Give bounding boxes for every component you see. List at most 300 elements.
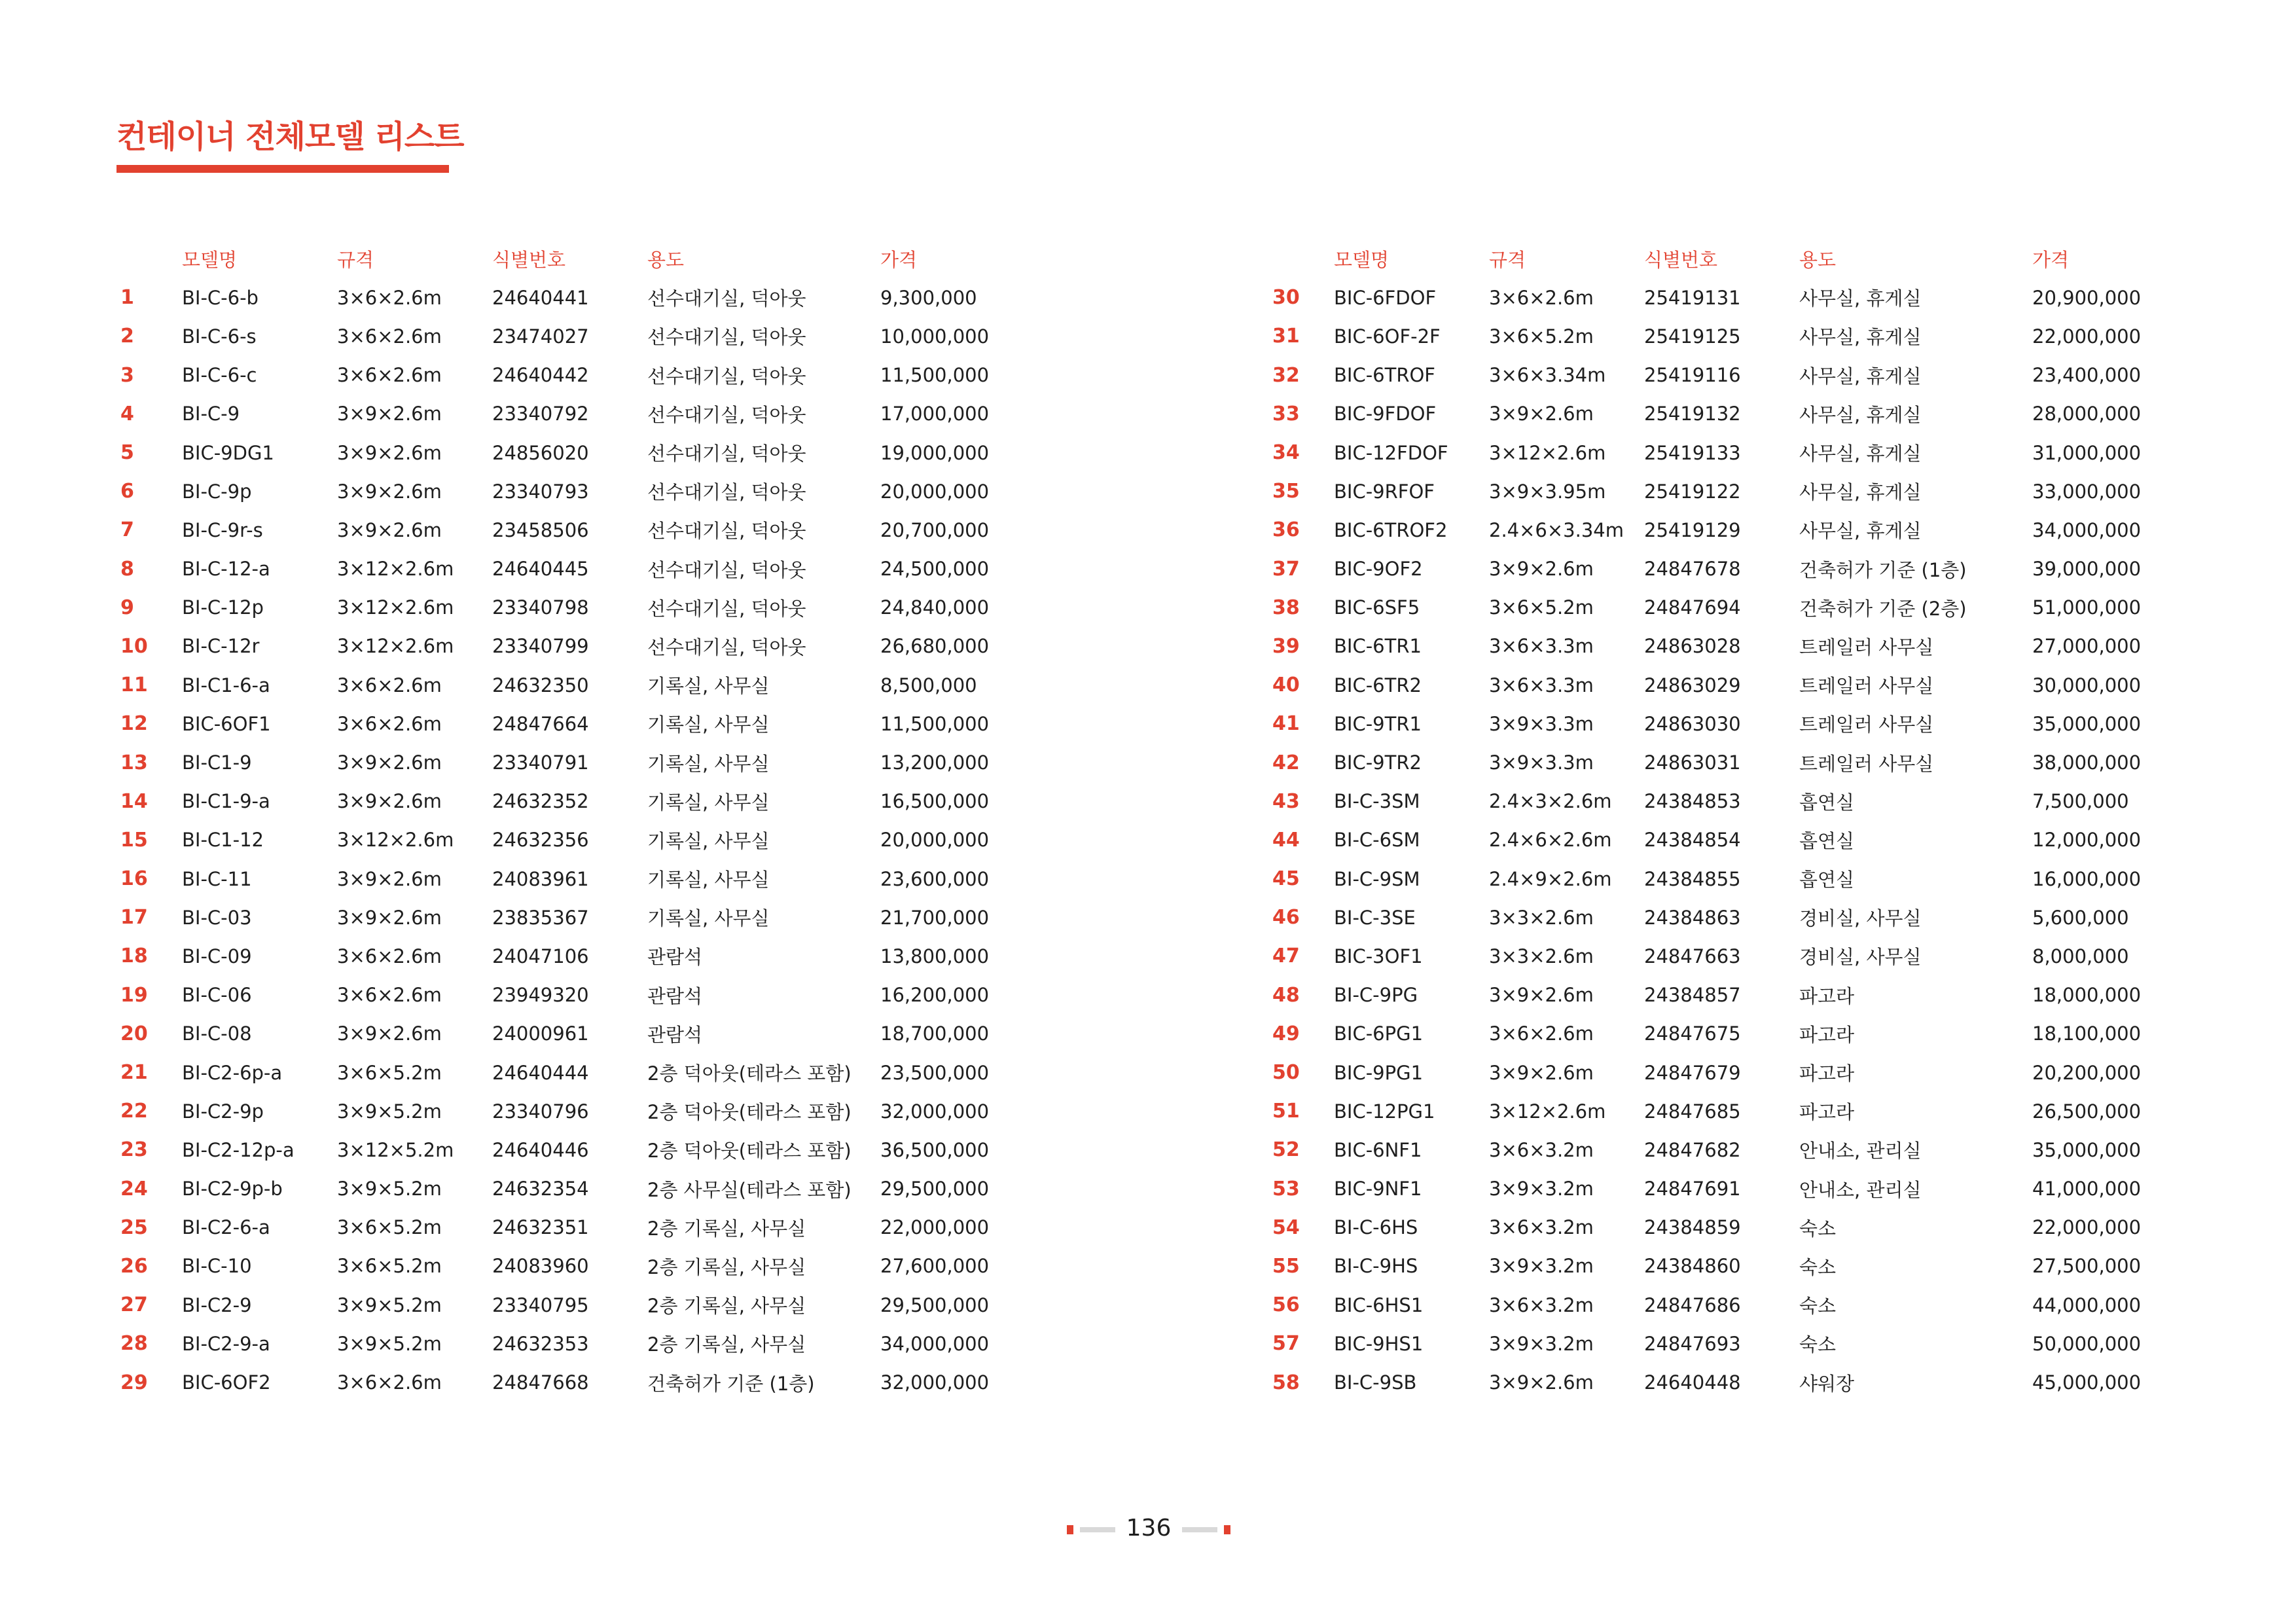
cell-model: BIC-6TR1 — [1334, 635, 1422, 658]
table-row — [117, 1247, 1031, 1286]
table-row — [1268, 704, 2183, 743]
cell-spec: 3×6×3.2m — [1489, 1216, 1594, 1239]
cell-price: 36,500,000 — [880, 1138, 990, 1161]
table-row — [117, 1053, 1031, 1092]
cell-id: 23340792 — [492, 403, 589, 425]
cell-price: 34,000,000 — [2032, 518, 2142, 541]
table-row — [1268, 550, 2183, 588]
cell-spec: 3×9×3.95m — [1489, 480, 1606, 503]
cell-no: 21 — [120, 1061, 148, 1085]
cell-use: 사무실, 휴게실 — [1799, 287, 1922, 310]
page-number: 136 — [1126, 1515, 1172, 1542]
cell-spec: 3×9×3.2m — [1489, 1178, 1594, 1200]
cell-no: 4 — [120, 402, 134, 425]
cell-price: 11,500,000 — [880, 712, 990, 735]
cell-price: 22,000,000 — [2032, 1216, 2142, 1239]
cell-spec: 3×6×2.6m — [337, 286, 442, 309]
cell-model: BI-C-3SE — [1334, 906, 1416, 929]
table-row — [1268, 511, 2183, 549]
cell-price: 23,500,000 — [880, 1061, 990, 1084]
cell-spec: 3×12×2.6m — [1489, 1100, 1606, 1123]
header-spec: 규격 — [1489, 249, 1526, 272]
cell-no: 36 — [1272, 518, 1300, 542]
cell-spec: 3×9×2.6m — [337, 751, 442, 774]
cell-spec: 3×9×5.2m — [337, 1332, 442, 1355]
cell-model: BI-C-12p — [182, 596, 264, 619]
cell-id: 24863030 — [1644, 712, 1741, 735]
cell-model: BIC-12PG1 — [1334, 1100, 1435, 1123]
cell-model: BIC-6OF2 — [182, 1371, 271, 1394]
cell-model: BI-C-9r-s — [182, 518, 263, 541]
cell-price: 13,200,000 — [880, 751, 990, 774]
cell-model: BI-C-9 — [182, 403, 240, 425]
cell-price: 26,500,000 — [2032, 1100, 2142, 1123]
cell-spec: 3×6×2.6m — [337, 712, 442, 735]
page-number-right-mark — [1224, 1525, 1230, 1534]
header-price: 가격 — [2032, 249, 2070, 272]
cell-no: 57 — [1272, 1332, 1300, 1356]
cell-use: 기록실, 사무실 — [647, 829, 770, 852]
cell-price: 45,000,000 — [2032, 1371, 2142, 1394]
table-header-row — [117, 240, 1031, 278]
table-row — [117, 1170, 1031, 1208]
cell-use: 흡연실 — [1799, 829, 1855, 852]
cell-spec: 3×12×2.6m — [337, 596, 454, 619]
table-row — [1268, 278, 2183, 317]
cell-model: BI-C1-6-a — [182, 674, 270, 696]
cell-no: 58 — [1272, 1371, 1300, 1394]
cell-price: 28,000,000 — [2032, 403, 2142, 425]
cell-price: 24,500,000 — [880, 558, 990, 581]
cell-no: 45 — [1272, 867, 1300, 891]
cell-use: 트레일러 사무실 — [1799, 636, 1934, 659]
cell-use: 기록실, 사무실 — [647, 713, 770, 736]
table-row — [1268, 976, 2183, 1015]
table-row — [1268, 1247, 2183, 1286]
cell-id: 24640444 — [492, 1061, 589, 1084]
table-row — [1268, 937, 2183, 975]
cell-id: 24847682 — [1644, 1138, 1741, 1161]
cell-use: 기록실, 사무실 — [647, 869, 770, 892]
cell-use: 2층 덕아웃(테라스 포함) — [647, 1140, 852, 1163]
cell-no: 14 — [120, 789, 148, 813]
cell-id: 24847691 — [1644, 1178, 1741, 1200]
cell-id: 25419131 — [1644, 286, 1741, 309]
cell-no: 53 — [1272, 1177, 1300, 1200]
cell-spec: 3×6×2.6m — [337, 364, 442, 387]
cell-no: 12 — [120, 712, 148, 736]
table-row — [1268, 743, 2183, 782]
cell-model: BIC-6TROF — [1334, 364, 1435, 387]
cell-price: 31,000,000 — [2032, 441, 2142, 464]
table-row — [117, 588, 1031, 627]
cell-spec: 3×12×2.6m — [337, 635, 454, 658]
cell-price: 11,500,000 — [880, 364, 990, 387]
cell-spec: 3×6×2.6m — [337, 984, 442, 1007]
cell-id: 24847679 — [1644, 1061, 1741, 1084]
cell-use: 건축허가 기준 (2층) — [1799, 597, 1967, 620]
cell-spec: 3×9×5.2m — [337, 1178, 442, 1200]
table-row — [117, 356, 1031, 395]
table-row — [117, 1363, 1031, 1401]
cell-id: 24847663 — [1644, 945, 1741, 967]
cell-model: BIC-6NF1 — [1334, 1138, 1422, 1161]
cell-price: 7,500,000 — [2032, 790, 2129, 813]
cell-model: BIC-6TROF2 — [1334, 518, 1448, 541]
cell-price: 5,600,000 — [2032, 906, 2129, 929]
table-row — [1268, 1053, 2183, 1092]
cell-model: BIC-9DG1 — [182, 441, 274, 464]
cell-no: 2 — [120, 325, 134, 348]
cell-use: 안내소, 관리실 — [1799, 1178, 1922, 1201]
cell-use: 파고라 — [1799, 984, 1855, 1007]
cell-no: 6 — [120, 480, 134, 503]
cell-use: 건축허가 기준 (1층) — [647, 1372, 815, 1395]
cell-no: 41 — [1272, 712, 1300, 736]
cell-no: 7 — [120, 518, 134, 542]
cell-no: 49 — [1272, 1022, 1300, 1045]
cell-use: 사무실, 휴게실 — [1799, 326, 1922, 349]
cell-no: 28 — [120, 1332, 148, 1356]
cell-price: 27,000,000 — [2032, 635, 2142, 658]
cell-model: BI-C-12-a — [182, 558, 270, 581]
table-row — [117, 666, 1031, 704]
cell-use: 파고라 — [1799, 1062, 1855, 1085]
table-row — [117, 1324, 1031, 1363]
table-row — [117, 1092, 1031, 1130]
cell-spec: 3×6×5.2m — [1489, 596, 1594, 619]
cell-no: 20 — [120, 1022, 148, 1045]
cell-no: 50 — [1272, 1061, 1300, 1085]
cell-price: 16,200,000 — [880, 984, 990, 1007]
cell-spec: 3×6×2.6m — [337, 1371, 442, 1394]
cell-spec: 3×9×2.6m — [337, 518, 442, 541]
table-row — [117, 433, 1031, 472]
cell-spec: 3×9×2.6m — [337, 441, 442, 464]
table-row — [117, 782, 1031, 821]
cell-id: 24640445 — [492, 558, 589, 581]
cell-price: 44,000,000 — [2032, 1293, 2142, 1316]
cell-id: 24384863 — [1644, 906, 1741, 929]
cell-spec: 3×6×2.6m — [337, 674, 442, 696]
cell-id: 24384853 — [1644, 790, 1741, 813]
header-price: 가격 — [880, 249, 918, 272]
table-row — [1268, 1324, 2183, 1363]
cell-price: 17,000,000 — [880, 403, 990, 425]
page-footer — [1067, 1512, 1230, 1545]
cell-model: BI-C-12r — [182, 635, 260, 658]
cell-no: 10 — [120, 634, 148, 658]
cell-id: 25419122 — [1644, 480, 1741, 503]
table-row — [1268, 588, 2183, 627]
cell-spec: 3×6×2.6m — [337, 325, 442, 348]
cell-id: 24847686 — [1644, 1293, 1741, 1316]
cell-model: BI-C1-12 — [182, 829, 264, 852]
cell-no: 52 — [1272, 1138, 1300, 1162]
cell-model: BIC-6OF1 — [182, 712, 271, 735]
cell-price: 10,000,000 — [880, 325, 990, 348]
cell-price: 26,680,000 — [880, 635, 990, 658]
cell-price: 27,500,000 — [2032, 1255, 2142, 1278]
cell-spec: 3×12×2.6m — [337, 829, 454, 852]
cell-use: 2층 기록실, 사무실 — [647, 1255, 806, 1278]
cell-price: 38,000,000 — [2032, 751, 2142, 774]
header-use: 용도 — [647, 249, 685, 272]
cell-id: 25419129 — [1644, 518, 1741, 541]
cell-spec: 3×6×5.2m — [337, 1216, 442, 1239]
cell-model: BIC-9HS1 — [1334, 1332, 1424, 1355]
header-spec: 규격 — [337, 249, 374, 272]
table-row — [117, 627, 1031, 666]
cell-use: 숙소 — [1799, 1333, 1837, 1356]
cell-model: BIC-12FDOF — [1334, 441, 1448, 464]
cell-model: BI-C2-6-a — [182, 1216, 270, 1239]
cell-id: 24632352 — [492, 790, 589, 813]
cell-use: 2층 기록실, 사무실 — [647, 1217, 806, 1240]
header-model: 모델명 — [1334, 249, 1390, 272]
cell-model: BIC-9PG1 — [1334, 1061, 1424, 1084]
table-row — [117, 472, 1031, 511]
cell-spec: 3×9×2.6m — [337, 403, 442, 425]
cell-model: BI-C-9SB — [1334, 1371, 1417, 1394]
cell-id: 24847685 — [1644, 1100, 1741, 1123]
cell-use: 2층 기록실, 사무실 — [647, 1295, 806, 1318]
cell-use: 안내소, 관리실 — [1799, 1140, 1922, 1163]
cell-model: BI-C-10 — [182, 1255, 252, 1278]
cell-id: 24000961 — [492, 1022, 589, 1045]
cell-id: 24384855 — [1644, 867, 1741, 890]
cell-use: 숙소 — [1799, 1217, 1837, 1240]
cell-id: 25419132 — [1644, 403, 1741, 425]
cell-spec: 3×12×2.6m — [337, 558, 454, 581]
cell-model: BI-C2-9p-b — [182, 1178, 283, 1200]
cell-price: 16,500,000 — [880, 790, 990, 813]
title-underline — [117, 165, 449, 173]
cell-use: 관람석 — [647, 984, 703, 1007]
cell-id: 24847678 — [1644, 558, 1741, 581]
cell-use: 2층 덕아웃(테라스 포함) — [647, 1062, 852, 1085]
cell-price: 21,700,000 — [880, 906, 990, 929]
cell-no: 19 — [120, 983, 148, 1007]
model-table-left — [117, 240, 1031, 1402]
cell-no: 46 — [1272, 906, 1300, 929]
cell-price: 12,000,000 — [2032, 829, 2142, 852]
table-header-row — [1268, 240, 2183, 278]
cell-use: 트레일러 사무실 — [1799, 752, 1934, 775]
cell-spec: 3×3×2.6m — [1489, 906, 1594, 929]
table-row — [117, 511, 1031, 549]
cell-model: BI-C-09 — [182, 945, 252, 967]
cell-use: 트레일러 사무실 — [1799, 675, 1934, 698]
cell-spec: 3×9×2.6m — [337, 906, 442, 929]
cell-id: 25419125 — [1644, 325, 1741, 348]
cell-price: 8,500,000 — [880, 674, 977, 696]
cell-price: 9,300,000 — [880, 286, 977, 309]
cell-id: 23835367 — [492, 906, 589, 929]
cell-no: 15 — [120, 828, 148, 852]
cell-no: 33 — [1272, 402, 1300, 425]
cell-no: 38 — [1272, 596, 1300, 619]
cell-model: BI-C-06 — [182, 984, 252, 1007]
cell-price: 18,700,000 — [880, 1022, 990, 1045]
cell-use: 건축허가 기준 (1층) — [1799, 558, 1967, 581]
cell-use: 선수대기실, 덕아웃 — [647, 326, 806, 349]
cell-spec: 3×9×3.3m — [1489, 712, 1594, 735]
cell-model: BI-C2-12p-a — [182, 1138, 295, 1161]
cell-no: 5 — [120, 441, 134, 465]
cell-model: BI-C-9SM — [1334, 867, 1420, 890]
cell-spec: 3×9×2.6m — [1489, 984, 1594, 1007]
cell-no: 1 — [120, 286, 134, 310]
cell-spec: 2.4×6×2.6m — [1489, 829, 1612, 852]
table-row — [1268, 1130, 2183, 1169]
table-row — [1268, 627, 2183, 666]
cell-price: 32,000,000 — [880, 1371, 990, 1394]
cell-model: BIC-6HS1 — [1334, 1293, 1424, 1316]
cell-price: 41,000,000 — [2032, 1178, 2142, 1200]
cell-use: 기록실, 사무실 — [647, 675, 770, 698]
cell-id: 24083961 — [492, 867, 589, 890]
cell-use: 숙소 — [1799, 1295, 1837, 1318]
table-row — [1268, 1208, 2183, 1247]
table-row — [117, 1015, 1031, 1053]
cell-no: 11 — [120, 674, 148, 697]
cell-spec: 3×12×2.6m — [1489, 441, 1606, 464]
cell-spec: 3×9×3.3m — [1489, 751, 1594, 774]
cell-model: BIC-6FDOF — [1334, 286, 1437, 309]
cell-id: 24640448 — [1644, 1371, 1741, 1394]
page-number-right-line — [1182, 1527, 1217, 1532]
cell-no: 25 — [120, 1216, 148, 1239]
cell-model: BIC-6TR2 — [1334, 674, 1422, 696]
cell-spec: 3×6×5.2m — [337, 1255, 442, 1278]
cell-no: 55 — [1272, 1254, 1300, 1278]
cell-price: 20,000,000 — [880, 480, 990, 503]
cell-use: 기록실, 사무실 — [647, 791, 770, 814]
cell-model: BI-C-6-s — [182, 325, 257, 348]
cell-model: BIC-9TR1 — [1334, 712, 1422, 735]
cell-price: 33,000,000 — [2032, 480, 2142, 503]
cell-model: BI-C-6-b — [182, 286, 259, 309]
cell-model: BIC-6OF-2F — [1334, 325, 1441, 348]
cell-id: 24640441 — [492, 286, 589, 309]
cell-use: 2층 기록실, 사무실 — [647, 1333, 806, 1356]
cell-id: 24632351 — [492, 1216, 589, 1239]
table-row — [117, 937, 1031, 975]
header-model: 모델명 — [182, 249, 238, 272]
cell-no: 26 — [120, 1254, 148, 1278]
cell-use: 선수대기실, 덕아웃 — [647, 442, 806, 465]
table-row — [1268, 433, 2183, 472]
cell-use: 흡연실 — [1799, 791, 1855, 814]
cell-spec: 3×6×2.6m — [337, 945, 442, 967]
cell-use: 관람석 — [647, 946, 703, 969]
cell-price: 22,000,000 — [880, 1216, 990, 1239]
cell-price: 32,000,000 — [880, 1100, 990, 1123]
cell-id: 24384860 — [1644, 1255, 1741, 1278]
cell-model: BIC-9TR2 — [1334, 751, 1422, 774]
table-row — [117, 395, 1031, 433]
cell-spec: 3×6×3.3m — [1489, 635, 1594, 658]
cell-use: 트레일러 사무실 — [1799, 713, 1934, 736]
cell-spec: 3×9×2.6m — [337, 867, 442, 890]
cell-use: 사무실, 휴게실 — [1799, 481, 1922, 504]
cell-price: 29,500,000 — [880, 1293, 990, 1316]
cell-use: 파고라 — [1799, 1023, 1855, 1046]
cell-spec: 3×9×2.6m — [1489, 1371, 1594, 1394]
cell-id: 23340791 — [492, 751, 589, 774]
cell-price: 24,840,000 — [880, 596, 990, 619]
cell-id: 23340795 — [492, 1293, 589, 1316]
table-row — [117, 317, 1031, 355]
table-row — [1268, 859, 2183, 898]
cell-use: 파고라 — [1799, 1101, 1855, 1124]
cell-price: 23,400,000 — [2032, 364, 2142, 387]
cell-id: 23949320 — [492, 984, 589, 1007]
cell-use: 2층 사무실(테라스 포함) — [647, 1178, 852, 1201]
table-row — [1268, 898, 2183, 937]
cell-model: BI-C-11 — [182, 867, 252, 890]
cell-spec: 3×6×2.6m — [1489, 1022, 1594, 1045]
cell-model: BI-C2-9-a — [182, 1332, 270, 1355]
cell-id: 24384859 — [1644, 1216, 1741, 1239]
cell-id: 24847664 — [492, 712, 589, 735]
cell-id: 23474027 — [492, 325, 589, 348]
cell-id: 24632353 — [492, 1332, 589, 1355]
header-id: 식별번호 — [1644, 249, 1718, 272]
cell-use: 샤워장 — [1799, 1372, 1855, 1395]
table-row — [1268, 356, 2183, 395]
cell-no: 9 — [120, 596, 134, 619]
cell-no: 42 — [1272, 751, 1300, 774]
cell-model: BIC-9OF2 — [1334, 558, 1423, 581]
cell-price: 20,700,000 — [880, 518, 990, 541]
header-id: 식별번호 — [492, 249, 566, 272]
cell-no: 27 — [120, 1293, 148, 1317]
cell-price: 39,000,000 — [2032, 558, 2142, 581]
table-row — [117, 898, 1031, 937]
cell-id: 23340796 — [492, 1100, 589, 1123]
cell-use: 사무실, 휴게실 — [1799, 365, 1922, 388]
cell-spec: 3×6×3.34m — [1489, 364, 1606, 387]
cell-spec: 2.4×9×2.6m — [1489, 867, 1612, 890]
cell-model: BI-C-6HS — [1334, 1216, 1418, 1239]
cell-spec: 3×3×2.6m — [1489, 945, 1594, 967]
cell-price: 35,000,000 — [2032, 1138, 2142, 1161]
cell-spec: 3×6×5.2m — [337, 1061, 442, 1084]
cell-use: 선수대기실, 덕아웃 — [647, 558, 806, 581]
table-row — [117, 1130, 1031, 1169]
cell-id: 24632356 — [492, 829, 589, 852]
cell-id: 24847668 — [492, 1371, 589, 1394]
cell-price: 30,000,000 — [2032, 674, 2142, 696]
cell-model: BI-C-3SM — [1334, 790, 1420, 813]
cell-id: 24047106 — [492, 945, 589, 967]
cell-no: 51 — [1272, 1100, 1300, 1123]
cell-spec: 2.4×3×2.6m — [1489, 790, 1612, 813]
cell-model: BI-C-03 — [182, 906, 252, 929]
cell-price: 20,200,000 — [2032, 1061, 2142, 1084]
cell-no: 16 — [120, 867, 148, 891]
cell-spec: 3×9×3.2m — [1489, 1332, 1594, 1355]
cell-model: BI-C-9HS — [1334, 1255, 1418, 1278]
table-row — [1268, 1363, 2183, 1401]
cell-spec: 3×9×5.2m — [337, 1293, 442, 1316]
cell-model: BIC-6SF5 — [1334, 596, 1420, 619]
cell-spec: 3×9×2.6m — [337, 1022, 442, 1045]
cell-use: 2층 덕아웃(테라스 포함) — [647, 1101, 852, 1124]
cell-no: 56 — [1272, 1293, 1300, 1317]
